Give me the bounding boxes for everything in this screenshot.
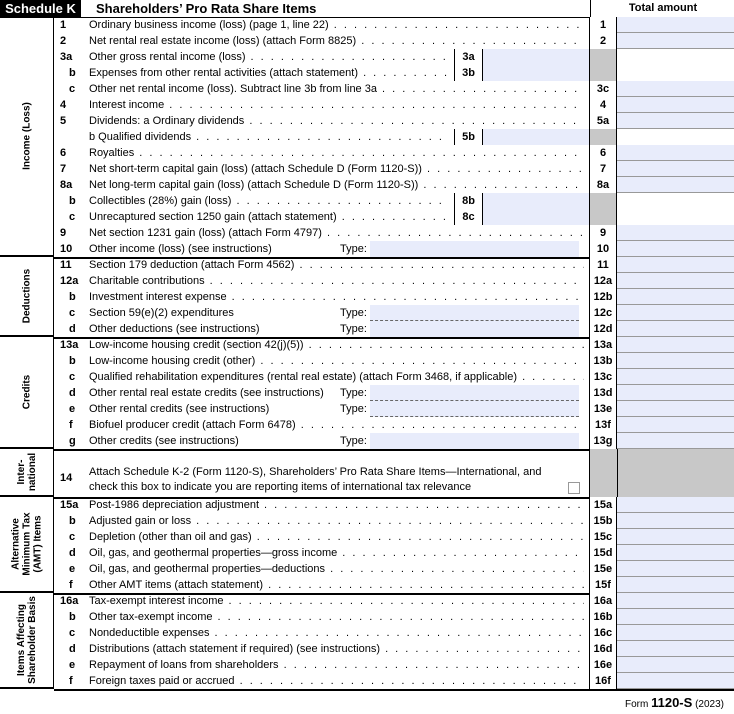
line-label: 11 (589, 257, 617, 273)
line-number: 12a (60, 275, 79, 287)
line-sub-letter: b (69, 611, 76, 623)
line-number: 15a (60, 499, 79, 511)
line-label: 13f (589, 417, 617, 433)
form-line-row (54, 561, 734, 577)
amount-input[interactable] (617, 161, 734, 177)
line-description: Other rental real estate credits (see instructions) (89, 387, 324, 399)
line-label: 7 (589, 161, 617, 177)
line-description: b Qualified dividends . . . (89, 129, 449, 145)
line-description: Repayment of loans from shareholders . . . (89, 657, 584, 673)
line-description: Other AMT items (attach statement) . . . (89, 577, 584, 593)
shaded-line-cell (589, 209, 617, 225)
line-text-2: check this box to indicate you are reporting items of international tax relevance (89, 481, 472, 493)
line-label: 5a (589, 113, 617, 129)
line-description: Unrecaptured section 1250 gain (attach statement) . . . (89, 209, 449, 225)
form-line-row (54, 401, 734, 417)
line-description: Expenses from other rental activities (attach statement) . . . (89, 65, 449, 81)
line-description: Tax-exempt interest income . . . (89, 593, 584, 609)
form-line-row (54, 33, 734, 49)
schedule-label: Schedule K (0, 0, 81, 17)
line-description: Net long-term capital gain (loss) (attach Schedule D (Form 1120-S)) . . . (89, 177, 584, 193)
form-line-row (54, 593, 734, 609)
line-label: 15a (589, 497, 617, 513)
line-description: Other credits (see instructions) (89, 435, 239, 447)
type-input[interactable] (370, 401, 579, 417)
blank-amount-cell (617, 65, 734, 81)
form-line-row (54, 385, 734, 401)
line-label: 13d (589, 385, 617, 401)
line-number: 5 (60, 115, 67, 127)
line-description: Other rental credits (see instructions) (89, 403, 270, 415)
line-description: Section 179 deduction (attach Form 4562) . . . (89, 257, 584, 273)
line-description: Low-income housing credit (section 42(j)(5)) . . . (89, 337, 584, 353)
line-sub-letter: b (69, 515, 76, 527)
form-year: (2023) (695, 699, 724, 710)
line-description: Adjusted gain or loss . . . (89, 513, 584, 529)
line-description: Net rental real estate income (loss) (attach Form 8825) . . . (89, 33, 584, 49)
line-label: 6 (589, 145, 617, 161)
form-line-row (54, 625, 734, 641)
line-number: 4 (60, 99, 67, 111)
line-sub-letter: d (69, 323, 76, 335)
line-description: Net short-term capital gain (loss) (attach Schedule D (Form 1120-S)) . . . (89, 161, 584, 177)
line-label: 12d (589, 321, 617, 337)
form-line-row (54, 145, 734, 161)
amount-input[interactable] (617, 641, 734, 657)
amount-input[interactable] (617, 241, 734, 257)
line-label: 15e (589, 561, 617, 577)
line-description: Other tax-exempt income . . . (89, 609, 584, 625)
amount-input[interactable] (617, 81, 734, 97)
line-number: 9 (60, 227, 67, 239)
line-sub-letter: f (69, 675, 73, 687)
section-label: Deductions (21, 268, 32, 324)
line-label: 13a (589, 337, 617, 353)
line-description: Low-income housing credit (other) . . . (89, 353, 584, 369)
section-label: Credits (21, 374, 32, 410)
type-input[interactable] (370, 305, 579, 321)
blank-amount-cell (617, 129, 734, 145)
line-number: 8a (60, 179, 73, 191)
form-line-row (54, 609, 734, 625)
amount-input[interactable] (617, 145, 734, 161)
line-description: Post-1986 depreciation adjustment . . . (89, 497, 584, 513)
form-line-row (54, 81, 734, 97)
line-description: Other gross rental income (loss) . . . (89, 49, 449, 65)
type-label: Type: (340, 307, 367, 319)
line-sub-letter: e (69, 563, 76, 575)
schedule-title: Shareholders’ Pro Rata Share Items (96, 1, 317, 16)
inner-amount-input[interactable] (483, 129, 589, 145)
line-description: Collectibles (28%) gain (loss) . . . (89, 193, 449, 209)
line-description: Oil, gas, and geothermal properties—deductions . . . (89, 561, 584, 577)
line-sub-letter: f (69, 579, 73, 591)
amount-input[interactable] (617, 609, 734, 625)
inner-amount-input[interactable] (483, 209, 589, 225)
line-description: Qualified rehabilitation expenditures (rental real estate) (attach Form 3468, if applicable) . . . (89, 369, 584, 385)
type-input[interactable] (370, 385, 579, 401)
form-line-row (54, 673, 734, 691)
line-description (89, 465, 541, 495)
amount-input[interactable] (617, 417, 734, 433)
form-line-row (54, 129, 734, 145)
amount-input[interactable] (617, 257, 734, 273)
line-sub-letter: g (69, 435, 76, 447)
form-line-row (54, 305, 734, 321)
type-label: Type: (340, 387, 367, 399)
form-line-row (54, 113, 734, 129)
form-line-row (54, 657, 734, 673)
form-name: 1120-S (651, 695, 693, 710)
line-sub-letter: f (69, 419, 73, 431)
line-label: 16b (589, 609, 617, 625)
line-description: Depletion (other than oil and gas) . . . (89, 529, 584, 545)
line-sub-letter: c (69, 627, 76, 639)
line-label: 3c (589, 81, 617, 97)
form-line-row (54, 49, 734, 65)
line-label: 13b (589, 353, 617, 369)
line-label: 13c (589, 369, 617, 385)
form-line-row (54, 177, 734, 193)
line-description: Net section 1231 gain (loss) (attach Form 4797) . . . (89, 225, 584, 241)
blank-amount-cell (617, 49, 734, 65)
amount-input[interactable] (617, 289, 734, 305)
line-description: Section 59(e)(2) expenditures (89, 307, 234, 319)
line-label: 13g (589, 433, 617, 449)
amount-input[interactable] (617, 353, 734, 369)
section-1 (0, 17, 54, 257)
blank-amount-cell (617, 209, 734, 225)
form-line-row (54, 97, 734, 113)
amount-input[interactable] (617, 177, 734, 193)
line-sub-letter: b (69, 67, 76, 79)
form-line-row (54, 417, 734, 433)
line-sub-letter: d (69, 643, 76, 655)
line-label: 13e (589, 401, 617, 417)
type-input[interactable] (370, 321, 579, 337)
form-line-row (54, 337, 734, 353)
line-description: Dividends: a Ordinary dividends . . . (89, 113, 584, 129)
form-line-row (54, 369, 734, 385)
blank-amount-cell (617, 193, 734, 209)
line-sub-letter: b (69, 195, 76, 207)
line-label: 16e (589, 657, 617, 673)
amount-input[interactable] (617, 113, 734, 129)
line-label: 16a (589, 593, 617, 609)
section-label: Alternative Minimum Tax (AMT) Items (10, 512, 43, 576)
line-sub-letter: e (69, 403, 76, 415)
type-label: Type: (340, 323, 367, 335)
inner-line-label: 8c (454, 209, 483, 225)
line-description: Oil, gas, and geothermal properties—gross income . . . (89, 545, 584, 561)
line-description: Other income (loss) (see instructions) (89, 243, 272, 255)
line-description: Foreign taxes paid or accrued . . . (89, 673, 584, 689)
type-label: Type: (340, 243, 367, 255)
amount-input[interactable] (617, 225, 734, 241)
international-checkbox[interactable] (568, 482, 580, 494)
line-label: 16d (589, 641, 617, 657)
section-5 (0, 497, 54, 593)
amount-input[interactable] (617, 657, 734, 673)
line-sub-letter: e (69, 659, 76, 671)
type-input[interactable] (370, 241, 579, 257)
line-sub-letter: c (69, 83, 76, 95)
line-number: 14 (60, 472, 73, 484)
section-6 (0, 593, 54, 689)
amount-input[interactable] (617, 433, 734, 449)
amount-input[interactable] (617, 369, 734, 385)
line-description: Charitable contributions . . . (89, 273, 584, 289)
amount-input[interactable] (617, 401, 734, 417)
section-4 (0, 449, 54, 497)
form-line-row (54, 513, 734, 529)
line-text-1: Attach Schedule K-2 (Form 1120-S), Shareholders’ Pro Rata Share Items—International, and (89, 466, 542, 478)
type-label: Type: (340, 403, 367, 415)
line-sub-letter: b (69, 355, 76, 367)
line-description: Nondeductible expenses . . . (89, 625, 584, 641)
section-2 (0, 257, 54, 337)
line-sub-letter: c (69, 211, 76, 223)
section-label: Income (Loss) (21, 102, 32, 170)
section-label: Inter- national (15, 452, 38, 492)
schedule-header (0, 0, 734, 18)
total-amount-heading: Total amount (590, 0, 734, 17)
line-number: 16a (60, 595, 79, 607)
section-label: Items Affecting Shareholder Basis (15, 596, 38, 684)
form-line-row (54, 641, 734, 657)
shaded-line-cell (589, 193, 617, 209)
amount-input[interactable] (617, 337, 734, 353)
line-number: 6 (60, 147, 67, 159)
amount-input[interactable] (617, 577, 734, 593)
line-label: 8a (589, 177, 617, 193)
line-label: 2 (589, 33, 617, 49)
type-input[interactable] (370, 433, 579, 449)
line-description: Biofuel producer credit (attach Form 6478) . . . (89, 417, 584, 433)
inner-line-label: 3b (454, 65, 483, 81)
line-number: 2 (60, 35, 67, 47)
form-line-row (54, 529, 734, 545)
line-sub-letter: b (69, 291, 76, 303)
type-label: Type: (340, 435, 367, 447)
amount-input[interactable] (617, 497, 734, 513)
line-label: 16f (589, 673, 617, 689)
form-line-row (54, 449, 734, 499)
line-number: 13a (60, 339, 79, 351)
line-number: 1 (60, 19, 67, 31)
amount-input[interactable] (617, 33, 734, 49)
line-number: 10 (60, 243, 73, 255)
form-line-row (54, 161, 734, 177)
form-line-row (54, 273, 734, 289)
amount-input[interactable] (617, 97, 734, 113)
line-label: 15f (589, 577, 617, 593)
form-line-row (54, 497, 734, 513)
form-line-row (54, 257, 734, 273)
line-description: Royalties . . . (89, 145, 584, 161)
form-line-row (54, 289, 734, 305)
line-label: 15b (589, 513, 617, 529)
line-description: Distributions (attach statement if required) (see instructions) . . . (89, 641, 584, 657)
amount-input[interactable] (617, 305, 734, 321)
form-line-row (54, 209, 734, 225)
amount-input[interactable] (617, 673, 734, 689)
line-description: Interest income . . . (89, 97, 584, 113)
section-3 (0, 337, 54, 449)
line-label: 10 (589, 241, 617, 257)
form-prefix: Form (624, 699, 649, 710)
line-description: Other deductions (see instructions) (89, 323, 260, 335)
form-line-row (54, 193, 734, 209)
inner-amount-input[interactable] (483, 49, 589, 65)
line-description: Ordinary business income (loss) (page 1, line 22) . . . (89, 17, 584, 33)
line-sub-letter: c (69, 531, 76, 543)
line-label: 1 (589, 17, 617, 33)
line-number: 7 (60, 163, 67, 175)
inner-line-label: 3a (454, 49, 483, 65)
form-line-row (54, 65, 734, 81)
line-label: 15d (589, 545, 617, 561)
line-label: 12b (589, 289, 617, 305)
line-sub-letter: d (69, 387, 76, 399)
amount-input[interactable] (617, 625, 734, 641)
inner-line-label: 8b (454, 193, 483, 209)
form-footer (625, 695, 724, 710)
line-description: Investment interest expense . . . (89, 289, 584, 305)
form-line-row (54, 545, 734, 561)
line-label: 4 (589, 97, 617, 113)
line-number: 11 (60, 259, 72, 271)
shaded-line-cell (589, 49, 617, 65)
shaded-line-cell (589, 65, 617, 81)
line-label: 12c (589, 305, 617, 321)
amount-input[interactable] (617, 321, 734, 337)
amount-input[interactable] (617, 593, 734, 609)
line-number: 3a (60, 51, 73, 63)
amount-input[interactable] (617, 529, 734, 545)
shaded-amount-area (589, 449, 734, 497)
line-sub-letter: c (69, 307, 76, 319)
amount-input[interactable] (617, 561, 734, 577)
inner-line-label: 5b (454, 129, 483, 145)
form-line-row (54, 17, 734, 33)
form-line-row (54, 225, 734, 241)
amount-input[interactable] (617, 545, 734, 561)
inner-amount-input[interactable] (483, 193, 589, 209)
shaded-line-cell (589, 129, 617, 145)
amount-input[interactable] (617, 385, 734, 401)
form-line-row (54, 353, 734, 369)
amount-input[interactable] (617, 513, 734, 529)
line-label: 16c (589, 625, 617, 641)
line-sub-letter: c (69, 371, 76, 383)
line-label: 15c (589, 529, 617, 545)
line-description: Other net rental income (loss). Subtract line 3b from line 3a . . . (89, 81, 584, 97)
amount-input[interactable] (617, 273, 734, 289)
amount-input[interactable] (617, 17, 734, 33)
line-label: 9 (589, 225, 617, 241)
line-label: 12a (589, 273, 617, 289)
inner-amount-input[interactable] (483, 65, 589, 81)
line-sub-letter: d (69, 547, 76, 559)
